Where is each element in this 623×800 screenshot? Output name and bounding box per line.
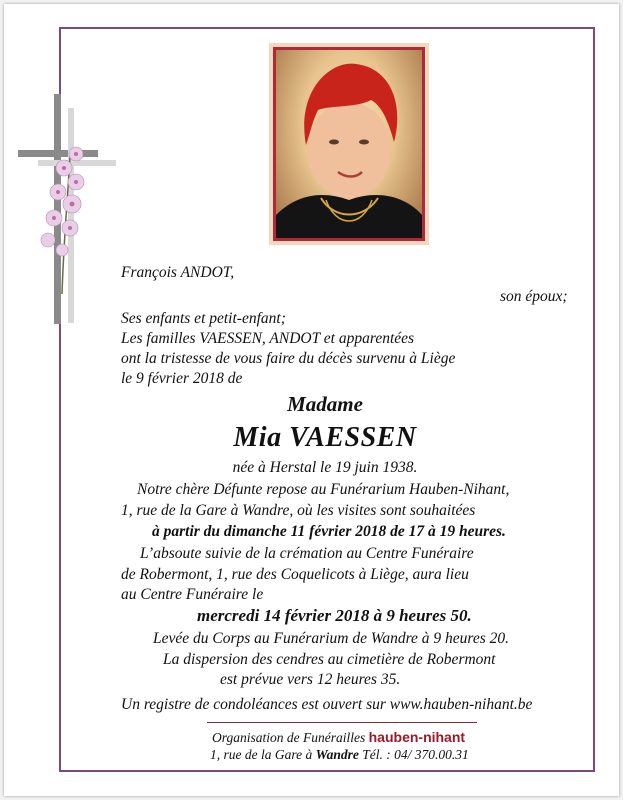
cross-with-orchids: [18, 94, 118, 324]
rest-line-1: Notre chère Défunte repose au Funérarium Hauben-Nihant,: [137, 481, 510, 498]
footer-address-town: Wandre: [315, 747, 359, 762]
rest-line-2: 1, rue de la Gare à Wandre, où les visites sont souhaitées: [121, 502, 476, 519]
ceremony-date: mercredi 14 février 2018 à 9 heures 50.: [197, 606, 472, 625]
footer-address-prefix: 1, rue de la Gare à: [210, 747, 313, 762]
ceremony-line-3: au Centre Funéraire le: [121, 586, 264, 603]
footer-organisation: [212, 729, 465, 746]
spouse-relation: son époux;: [500, 288, 568, 305]
ceremony-line-7: est prévue vers 12 heures 35.: [220, 671, 401, 688]
family-line-3: ont la tristesse de vous faire du décès survenu à Liège: [121, 350, 456, 367]
ceremony-line-6: La dispersion des cendres au cimetière de Robermont: [163, 651, 496, 668]
deceased-name: Mia VAESSEN: [233, 422, 417, 453]
footer-phone: Tél. : 04/ 370.00.31: [362, 747, 469, 762]
ceremony-line-2: de Robermont, 1, rue des Coquelicots à Liège, aura lieu: [121, 566, 469, 583]
deceased-title: Madame: [287, 392, 363, 416]
family-line-1: Ses enfants et petit-enfant;: [121, 310, 286, 327]
footer-address: [210, 747, 469, 763]
portrait-photo: [273, 47, 425, 241]
deceased-birth: née à Herstal le 19 juin 1938.: [232, 459, 418, 476]
footer-org-prefix: Organisation de Funérailles: [212, 730, 366, 745]
spouse-name: François ANDOT,: [121, 264, 235, 281]
brand-logo-text: hauben-nihant: [368, 729, 466, 745]
ceremony-line-5: Levée du Corps au Funérarium de Wandre à 9 heures 20.: [153, 630, 510, 647]
ceremony-line-1: L’absoute suivie de la crémation au Centre Funéraire: [140, 545, 474, 562]
family-line-4: le 9 février 2018 de: [121, 370, 243, 387]
footer-divider: [207, 722, 477, 723]
visiting-hours: à partir du dimanche 11 février 2018 de 17 à 19 heures.: [152, 523, 506, 540]
condolence-registry: Un registre de condoléances est ouvert sur www.hauben-nihant.be: [121, 696, 533, 713]
portrait-frame: [269, 43, 429, 245]
family-line-2: Les familles VAESSEN, ANDOT et apparentées: [121, 330, 415, 347]
